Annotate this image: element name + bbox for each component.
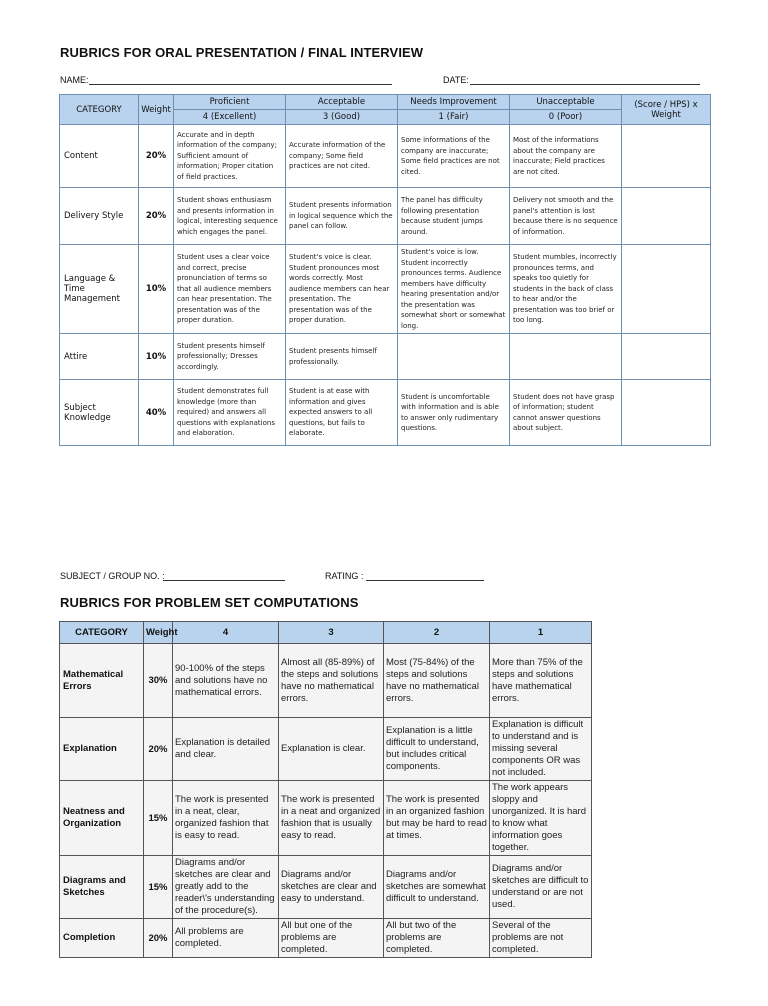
row-category: Neatness and Organization xyxy=(60,781,144,856)
cell-level-4: Diagrams and/or sketches are clear and greatly add to the reader\'s understanding of the procedure(s). xyxy=(173,856,279,919)
rating-label: RATING : xyxy=(325,571,364,581)
cell-level-3: Explanation is clear. xyxy=(279,718,384,781)
row-category: Attire xyxy=(60,334,139,380)
header-level-4: 4 xyxy=(173,622,279,644)
cell-level-2: Most (75-84%) of the steps and solutions have no mathematical errors. xyxy=(384,644,490,718)
header-level-needs-improvement: Needs Improvement xyxy=(398,95,510,110)
cell-level-3: All but one of the problems are completed. xyxy=(279,919,384,958)
row-weight: 30% xyxy=(144,644,173,718)
header-score-acceptable: 3 (Good) xyxy=(286,110,398,125)
header-score-needs-improvement: 1 (Fair) xyxy=(398,110,510,125)
cell-proficient: Student shows enthusiasm and presents information in logical, interesting sequence which engages the panel. xyxy=(174,188,286,245)
cell-needs-improvement: Some informations of the company are inaccurate; Some field practices are not cited. xyxy=(398,125,510,188)
cell-level-4: 90-100% of the steps and solutions have no mathematical errors. xyxy=(173,644,279,718)
cell-acceptable: Student presents himself professionally. xyxy=(286,334,398,380)
score-cell[interactable] xyxy=(622,245,711,334)
row-weight: 20% xyxy=(144,919,173,958)
header-score: (Score / HPS) x Weight xyxy=(622,95,711,125)
header-level-1: 1 xyxy=(490,622,592,644)
problem-rubric-table xyxy=(59,621,592,958)
row-weight: 10% xyxy=(139,245,174,334)
name-field[interactable] xyxy=(89,84,392,85)
table-row xyxy=(60,334,711,380)
score-cell[interactable] xyxy=(622,334,711,380)
cell-level-3: Almost all (85-89%) of the steps and solutions have no mathematical errors. xyxy=(279,644,384,718)
row-category: Language & Time Management xyxy=(60,245,139,334)
score-cell[interactable] xyxy=(622,125,711,188)
cell-acceptable: Student is at ease with information and gives expected answers to all questions, but fails to elaborate. xyxy=(286,380,398,446)
cell-proficient: Student uses a clear voice and correct, precise pronunciation of terms so that all audience members can hear presentation. The presentation was of the proper duration. xyxy=(174,245,286,334)
cell-acceptable: Student's voice is clear. Student pronounces most words correctly. Most audience members can hear presentation. The presentation was of the proper duration. xyxy=(286,245,398,334)
header-score-proficient: 4 (Excellent) xyxy=(174,110,286,125)
subject-group-field[interactable] xyxy=(163,580,285,581)
table-row xyxy=(60,125,711,188)
row-category: Delivery Style xyxy=(60,188,139,245)
cell-level-2: The work is presented in an organized fashion but may be hard to read at times. xyxy=(384,781,490,856)
cell-needs-improvement: Student is uncomfortable with information and is able to answer only rudimentary questions. xyxy=(398,380,510,446)
row-category: Diagrams and Sketches xyxy=(60,856,144,919)
rating-field[interactable] xyxy=(366,580,484,581)
cell-level-2: Diagrams and/or sketches are somewhat difficult to understand. xyxy=(384,856,490,919)
cell-proficient: Student demonstrates full knowledge (more than required) and answers all questions with explanations and elaboration. xyxy=(174,380,286,446)
cell-level-3: Diagrams and/or sketches are clear and easy to understand. xyxy=(279,856,384,919)
cell-unacceptable: Delivery not smooth and the panel's attention is lost because there is no sequence of information. xyxy=(510,188,622,245)
cell-needs-improvement: The panel has difficulty following presentation because student jumps around. xyxy=(398,188,510,245)
cell-proficient: Student presents himself professionally; Dresses accordingly. xyxy=(174,334,286,380)
oral-rubric-table xyxy=(59,94,711,446)
oral-rubric-title: RUBRICS FOR ORAL PRESENTATION / FINAL INTERVIEW xyxy=(60,45,424,60)
cell-level-4: The work is presented in a neat, clear, organized fashion that is easy to read. xyxy=(173,781,279,856)
header-weight: Weight xyxy=(144,622,173,644)
header-weight: Weight xyxy=(139,95,174,125)
cell-acceptable: Student presents information in logical sequence which the panel can follow. xyxy=(286,188,398,245)
cell-unacceptable: Student does not have grasp of information; student cannot answer questions about subject. xyxy=(510,380,622,446)
table-row xyxy=(60,644,592,718)
cell-level-4: All problems are completed. xyxy=(173,919,279,958)
table-row xyxy=(60,919,592,958)
cell-acceptable: Accurate information of the company; Some field practices are not cited. xyxy=(286,125,398,188)
table-row xyxy=(60,781,592,856)
table-row xyxy=(60,188,711,245)
header-level-acceptable: Acceptable xyxy=(286,95,398,110)
header-level-2: 2 xyxy=(384,622,490,644)
row-weight: 20% xyxy=(144,718,173,781)
row-category: Content xyxy=(60,125,139,188)
row-weight: 20% xyxy=(139,125,174,188)
cell-proficient: Accurate and in depth information of the company; Sufficient amount of information; Proper citation of field practices. xyxy=(174,125,286,188)
header-category: CATEGORY xyxy=(60,622,144,644)
row-weight: 20% xyxy=(139,188,174,245)
cell-unacceptable: Most of the informations about the company are inaccurate; Field practices are not cited. xyxy=(510,125,622,188)
cell-level-1: Explanation is difficult to understand and is missing several components OR was not included. xyxy=(490,718,592,781)
cell-level-3: The work is presented in a neat and organized fashion that is usually easy to read. xyxy=(279,781,384,856)
table-row xyxy=(60,245,711,334)
header-score-unacceptable: 0 (Poor) xyxy=(510,110,622,125)
cell-unacceptable xyxy=(510,334,622,380)
cell-level-2: All but two of the problems are completed. xyxy=(384,919,490,958)
row-category: Mathematical Errors xyxy=(60,644,144,718)
header-level-proficient: Proficient xyxy=(174,95,286,110)
row-weight: 10% xyxy=(139,334,174,380)
row-weight: 15% xyxy=(144,781,173,856)
cell-level-1: Several of the problems are not completed. xyxy=(490,919,592,958)
header-category: CATEGORY xyxy=(60,95,139,125)
cell-needs-improvement xyxy=(398,334,510,380)
table-row xyxy=(60,718,592,781)
score-cell[interactable] xyxy=(622,188,711,245)
cell-unacceptable: Student mumbles, incorrectly pronounces terms, and speaks too quietly for students in the back of class to hear and/or the presentation was too brief or too long. xyxy=(510,245,622,334)
date-field[interactable] xyxy=(470,84,700,85)
row-category: Completion xyxy=(60,919,144,958)
cell-level-1: Diagrams and/or sketches are difficult to understand or are not used. xyxy=(490,856,592,919)
row-category: Explanation xyxy=(60,718,144,781)
row-weight: 40% xyxy=(139,380,174,446)
row-category: Subject Knowledge xyxy=(60,380,139,446)
cell-level-2: Explanation is a little difficult to understand, but includes critical components. xyxy=(384,718,490,781)
name-label: NAME: xyxy=(60,75,89,85)
subject-group-label: SUBJECT / GROUP NO. : xyxy=(60,571,165,581)
cell-level-1: The work appears sloppy and unorganized. It is hard to know what information goes together. xyxy=(490,781,592,856)
cell-level-4: Explanation is detailed and clear. xyxy=(173,718,279,781)
row-weight: 15% xyxy=(144,856,173,919)
score-cell[interactable] xyxy=(622,380,711,446)
cell-needs-improvement: Student's voice is low. Student incorrectly pronounces terms. Audience members have difficulty hearing presentation and/or the presentation was somewhat short or somewhat long. xyxy=(398,245,510,334)
table-row xyxy=(60,856,592,919)
problem-rubric-title: RUBRICS FOR PROBLEM SET COMPUTATIONS xyxy=(60,595,359,610)
table-row xyxy=(60,380,711,446)
header-level-3: 3 xyxy=(279,622,384,644)
date-label: DATE: xyxy=(443,75,469,85)
header-level-unacceptable: Unacceptable xyxy=(510,95,622,110)
cell-level-1: More than 75% of the steps and solutions have mathematical errors. xyxy=(490,644,592,718)
